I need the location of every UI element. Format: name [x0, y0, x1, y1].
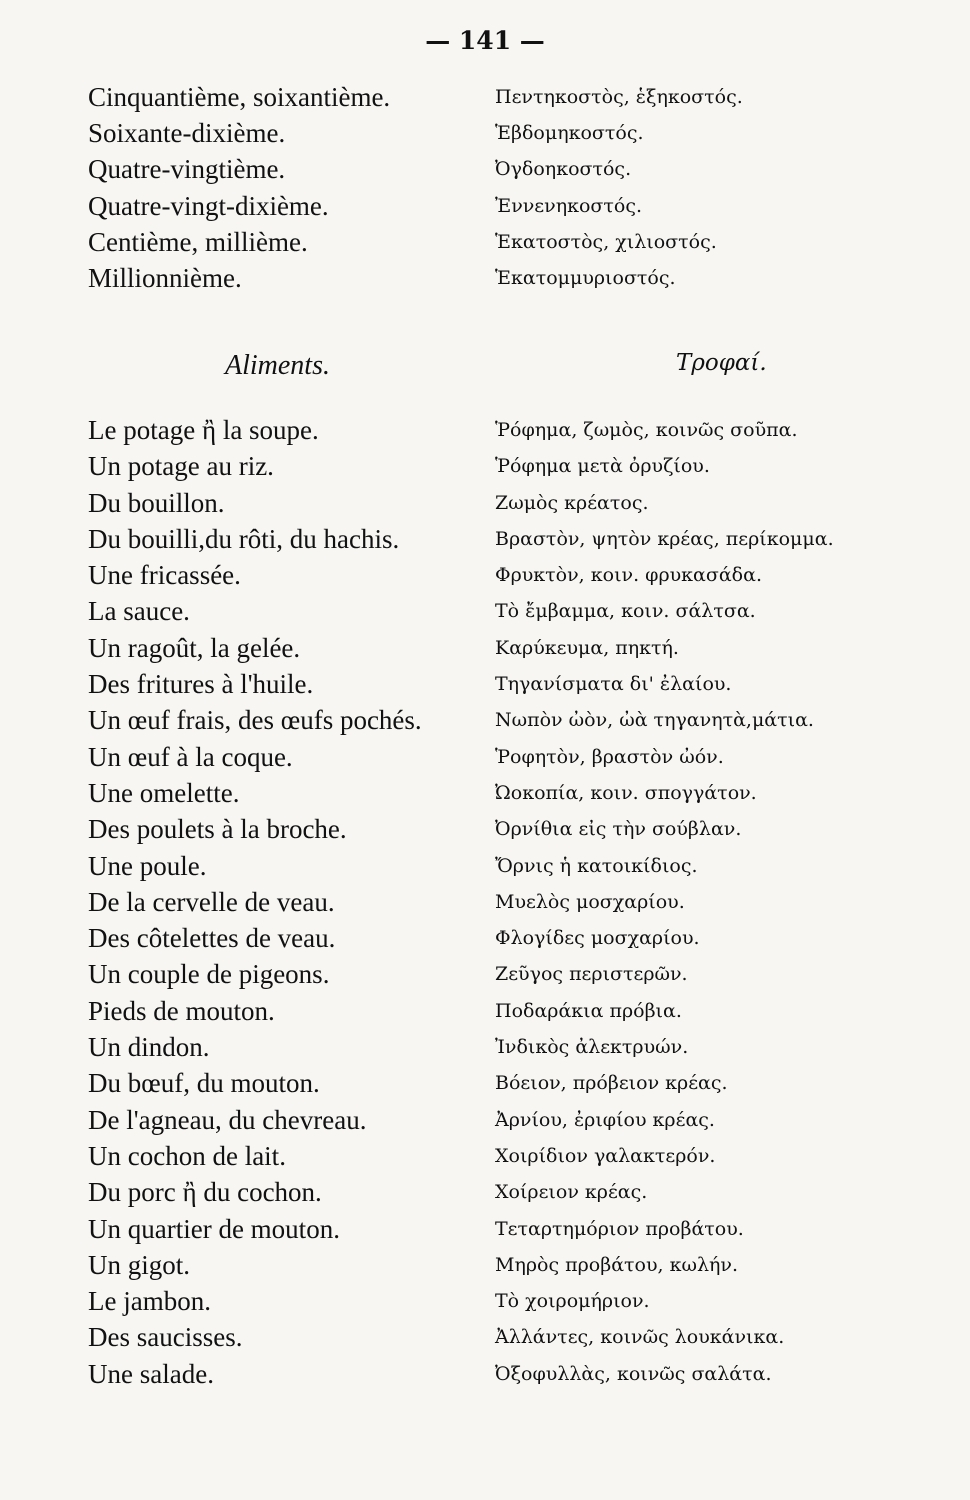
vocabulary-row [0, 1320, 970, 1356]
french-term: Centième, millième. [88, 226, 308, 257]
vocabulary-row [0, 812, 970, 848]
french-term: Des saucisses. [88, 1322, 243, 1353]
vocabulary-row [0, 849, 970, 885]
vocabulary-row [0, 1103, 970, 1139]
vocabulary-row [0, 1212, 970, 1248]
greek-term: Ἑβδομηκοστός. [495, 122, 644, 145]
vocabulary-row [0, 449, 970, 485]
vocabulary-row [0, 225, 970, 261]
food-vocabulary-list [0, 413, 970, 1393]
greek-term: Μηρὸς προβάτου, κωλήν. [495, 1253, 739, 1276]
vocabulary-row [0, 667, 970, 703]
french-term: La sauce. [88, 596, 190, 627]
french-term: Soixante-dixième. [88, 118, 286, 149]
french-term: Des côtelettes de veau. [88, 923, 336, 954]
french-term: Du bouilli,du rôti, du hachis. [88, 523, 400, 554]
french-term: Le potage ἢ la soupe. [88, 415, 319, 445]
greek-term: Ὠοκοπία, κοιν. σπογγάτον. [495, 781, 757, 804]
french-term: Des fritures à l'huile. [88, 669, 314, 700]
vocabulary-row [0, 1139, 970, 1175]
french-term: Une fricassée. [88, 560, 241, 591]
greek-term: Ῥόφημα μετὰ ὀρυζίου. [495, 455, 710, 478]
french-term: Du bœuf, du mouton. [88, 1068, 320, 1099]
vocabulary-row [0, 116, 970, 152]
greek-term: Τεταρτημόριον προβάτου. [495, 1217, 744, 1240]
greek-term: Νωπὸν ὠὸν, ὠὰ τηγανητὰ,μάτια. [495, 709, 814, 732]
french-term: Pieds de mouton. [88, 995, 275, 1026]
french-term: Un œuf à la coque. [88, 741, 293, 772]
french-term: Un cochon de lait. [88, 1140, 286, 1171]
french-term: Des poulets à la broche. [88, 814, 347, 845]
french-term: Du porc ἢ du cochon. [88, 1177, 322, 1208]
vocabulary-row [0, 885, 970, 921]
french-term: Millionnième. [88, 262, 242, 293]
vocabulary-row [0, 1066, 970, 1102]
vocabulary-row [0, 152, 970, 188]
section-heading [0, 350, 970, 390]
vocabulary-row [0, 1030, 970, 1066]
greek-term: Ἐννενηκοστός. [495, 194, 642, 217]
vocabulary-row [0, 1175, 970, 1211]
french-term: Un ragoût, la gelée. [88, 632, 301, 663]
french-term: Un quartier de mouton. [88, 1213, 340, 1244]
vocabulary-row [0, 921, 970, 957]
french-term: Une omelette. [88, 777, 240, 808]
french-term: Une poule. [88, 850, 207, 881]
greek-term: Ἀρνίου, ἐριφίου κρέας. [495, 1108, 715, 1131]
french-term: Un gigot. [88, 1249, 191, 1280]
greek-term: Βραστὸν, ψητὸν κρέας, περίκομμα. [495, 527, 834, 550]
french-term: Un dindon. [88, 1032, 210, 1063]
greek-term: Καρύκευμα, πηκτή. [495, 636, 679, 659]
greek-term: Χοιρίδιον γαλακτερόν. [495, 1144, 716, 1167]
french-term: Cinquantième, soixantième. [88, 82, 391, 112]
french-term: Du bouillon. [88, 487, 225, 518]
greek-term: Ἑκατομμυριοστός. [495, 266, 676, 289]
vocabulary-row [0, 703, 970, 739]
vocabulary-row [0, 776, 970, 812]
vocabulary-row [0, 80, 970, 116]
greek-term: Ὀρνίθια εἰς τὴν σούβλαν. [495, 818, 742, 841]
vocabulary-row [0, 957, 970, 993]
vocabulary-row [0, 486, 970, 522]
french-term: Le jambon. [88, 1286, 211, 1317]
vocabulary-row [0, 1284, 970, 1320]
greek-term: Ὄρνις ἡ κατοικίδιος. [495, 854, 698, 877]
greek-term: Τηγανίσματα δι' ἐλαίου. [495, 673, 732, 696]
greek-term: Ῥοφητὸν, βραστὸν ὠόν. [495, 745, 724, 768]
vocabulary-row [0, 558, 970, 594]
greek-term: Πεντηκοστὸς, ἑξηκοστός. [495, 86, 743, 108]
french-term: Un couple de pigeons. [88, 959, 330, 990]
section-heading-french: Aliments. [225, 350, 330, 381]
french-term: Quatre-vingtième. [88, 154, 286, 185]
greek-term: Φλογίδες μοσχαρίου. [495, 927, 700, 950]
greek-term: Ὀγδοηκοστός. [495, 158, 632, 181]
vocabulary-row [0, 1357, 970, 1393]
page-number: — 141 — [425, 26, 545, 55]
greek-term: Ἰνδικὸς ἀλεκτρυών. [495, 1036, 689, 1059]
french-term: Une salade. [88, 1358, 214, 1389]
vocabulary-row [0, 261, 970, 297]
vocabulary-row [0, 522, 970, 558]
section-heading-greek: Τροφαί. [676, 350, 767, 376]
ordinal-numbers-list [0, 80, 970, 297]
vocabulary-row [0, 594, 970, 630]
vocabulary-row [0, 413, 970, 449]
vocabulary-row [0, 994, 970, 1030]
french-term: Quatre-vingt-dixième. [88, 190, 329, 221]
french-term: Un œuf frais, des œufs pochés. [88, 705, 422, 736]
greek-term: Μυελὸς μοσχαρίου. [495, 890, 685, 913]
greek-term: Τὸ ἔμβαμμα, κοιν. σάλτσα. [495, 600, 756, 623]
greek-term: Ζεῦγος περιστερῶν. [495, 963, 688, 986]
greek-term: Ῥόφημα, ζωμὸς, κοινῶς σοῦπα. [495, 419, 798, 441]
greek-term: Ποδαράκια πρόβια. [495, 999, 682, 1022]
greek-term: Ἑκατοστὸς, χιλιοστός. [495, 230, 717, 253]
greek-term: Φρυκτὸν, κοιν. φρυκασάδα. [495, 564, 762, 587]
vocabulary-row [0, 189, 970, 225]
vocabulary-row [0, 631, 970, 667]
french-term: De la cervelle de veau. [88, 886, 335, 917]
greek-term: Ζωμὸς κρέατος. [495, 491, 649, 514]
greek-term: Βόειον, πρόβειον κρέας. [495, 1072, 728, 1095]
greek-term: Χοίρειον κρέας. [495, 1181, 648, 1204]
greek-term: Ἀλλάντες, κοινῶς λουκάνικα. [495, 1326, 785, 1349]
french-term: Un potage au riz. [88, 451, 274, 482]
greek-term: Τὸ χοιρομήριον. [495, 1290, 650, 1313]
vocabulary-row [0, 1248, 970, 1284]
greek-term: Ὀξοφυλλὰς, κοινῶς σαλάτα. [495, 1362, 772, 1385]
french-term: De l'agneau, du chevreau. [88, 1104, 367, 1135]
vocabulary-row [0, 740, 970, 776]
